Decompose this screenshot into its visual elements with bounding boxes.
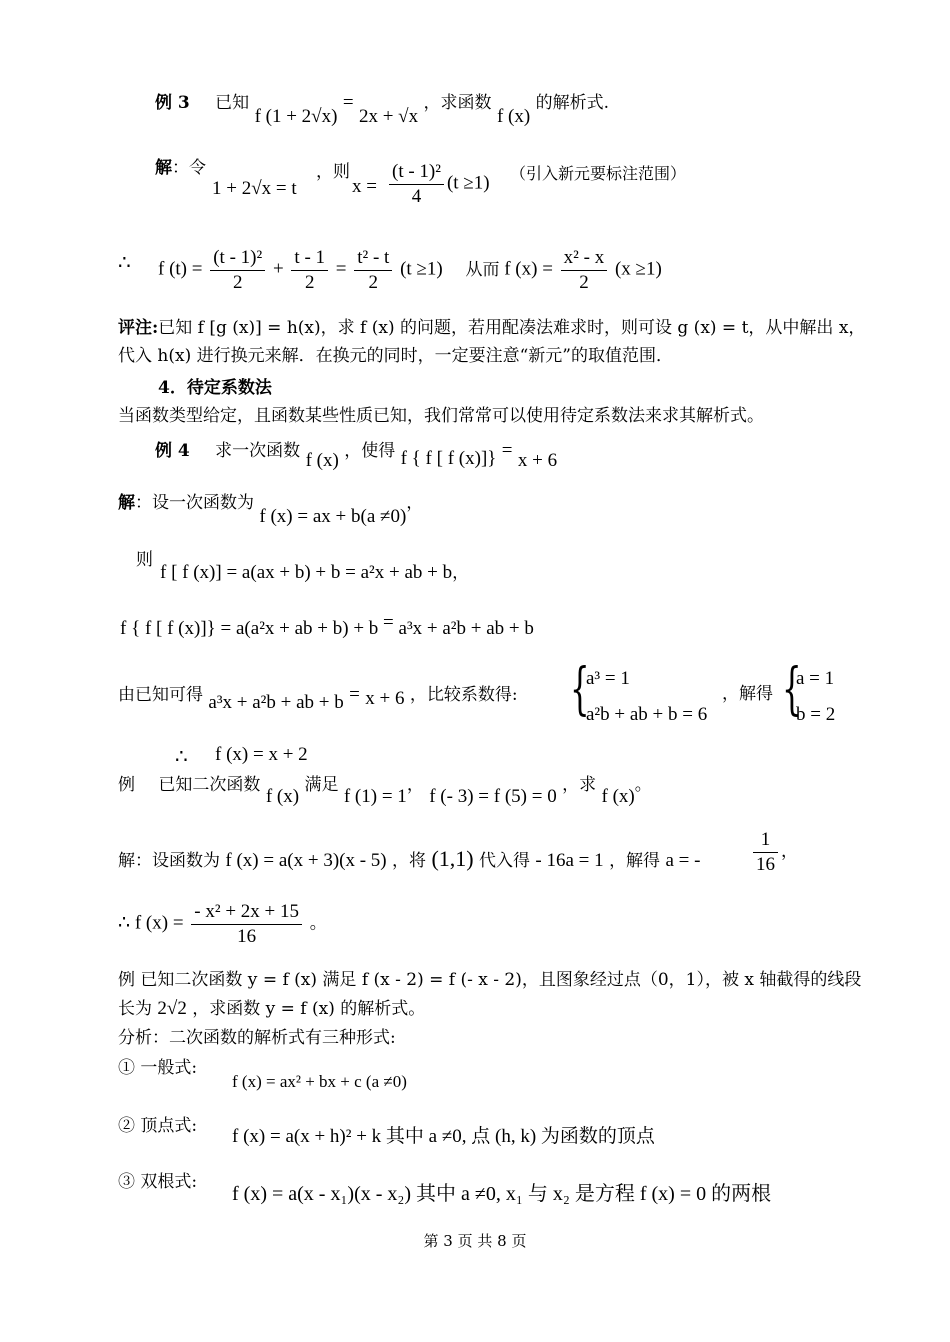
math-expression: f (x) [305, 450, 339, 471]
text: 满足 [304, 775, 339, 795]
solution-3-line [155, 158, 206, 178]
equals-sign: = [349, 684, 360, 705]
math-expression: x + 6 [365, 688, 405, 709]
math-expression: f (x) = [134, 912, 184, 934]
text: 则 [136, 550, 153, 570]
fraction-numerator: 1 [753, 828, 778, 853]
form-2-label: ② 顶点式: [118, 1116, 198, 1136]
text: 的解析式. [535, 93, 609, 113]
math-expression: (x ≥1) [614, 258, 662, 280]
fraction-denominator: 16 [756, 853, 775, 875]
plus-sign: + [272, 258, 284, 280]
equals-sign: = [342, 92, 354, 113]
fraction-numerator: t - 1 [291, 246, 328, 271]
text: ， [452, 563, 470, 583]
fraction-numerator: - x² + 2x + 15 [191, 900, 302, 925]
example-label: 例 3 [155, 93, 190, 113]
math-expression: f (x) = x + 2 [215, 744, 308, 765]
fraction-denominator: 2 [368, 271, 379, 293]
fraction-numerator: (t - 1)² [210, 246, 265, 271]
text: 求一次函数 [215, 441, 301, 461]
text: 从而 [465, 259, 500, 280]
math-expression: - 16a = 1 [535, 850, 604, 871]
math-expression: f { f [ f (x)]} = a(a²x + ab + b) + b [120, 618, 379, 639]
text: ，求函数 y = f (x) 的解析式。 [192, 999, 426, 1019]
solution-label: 解 [118, 493, 135, 513]
form-1-label: ① 一般式: [118, 1058, 198, 1078]
text: ，则 [316, 162, 350, 182]
text: ：令 [172, 158, 206, 178]
equals-sign: = [335, 258, 347, 280]
system-equation-1: a³ = 1 [586, 668, 630, 689]
result-b: b = 2 [796, 704, 836, 725]
text: 解：设函数为 [118, 851, 220, 871]
fraction-denominator: 2 [304, 271, 315, 293]
text: ， [781, 841, 798, 862]
text: ，将 [392, 851, 427, 871]
math-expression: f (x) [265, 786, 300, 807]
math-expression: (t ≥1) [400, 258, 443, 280]
example-6-line-2 [118, 998, 425, 1021]
math-expression: 2√2 [157, 998, 187, 1019]
text: 已知 f [g (x)] = h(x)，求 f (x) 的问题，若用配凑法难求时，则可设 g (x) = t，从中解出 x， [158, 318, 866, 338]
math-expression: f [ f (x)] = a(ax + b) + b = a²x + ab + b [160, 562, 453, 583]
fraction [750, 828, 798, 877]
point: (1,1) [431, 846, 474, 871]
text: 。 [309, 913, 327, 934]
text: ，使得 [344, 441, 396, 461]
fraction-denominator: 2 [579, 271, 589, 293]
text: 已知 [215, 93, 250, 113]
analysis-title: 分析：二次函数的解析式有三种形式: [118, 1028, 396, 1048]
math-expression: f (x) = [504, 258, 553, 280]
text: 长为 [118, 999, 152, 1019]
math-expression: f (x) [601, 786, 635, 807]
fraction-denominator: 4 [411, 185, 422, 207]
text: ：设一次函数为 [135, 493, 254, 513]
solution-5-line [118, 846, 700, 873]
fraction-numerator: (t - 1)² [389, 160, 444, 185]
example-5-line: 例 已知二次函数 f (x) 满足 f (1) = 1， f (- 3) = f (5) = 0 ，求 f (x)。 [118, 775, 652, 807]
text: 代入得 [479, 851, 531, 871]
section-intro: 当函数类型给定，且函数某些性质已知，我们常常可以使用待定系数法来求其解析式。 [118, 406, 764, 426]
math-expression: f { f [ f (x)]} [400, 448, 497, 469]
therefore-symbol: ∴ [118, 912, 131, 934]
text: ，解得 [609, 851, 661, 871]
example-6-line-1: 例 已知二次函数 y = f (x) 满足 f (x - 2) = f (- x - 2)，且图象经过点（0，1），被 x 轴截得的线段 [118, 970, 862, 990]
math-expression: f (x) = a(x + 3)(x - 5) [225, 850, 387, 871]
example-label: 例 4 [155, 441, 190, 461]
fraction-numerator: x² - x [561, 246, 608, 271]
text: ，求 [562, 775, 597, 795]
math-expression: a³x + a²b + ab + b [208, 692, 344, 713]
form-3-label: ③ 双根式: [118, 1172, 198, 1192]
equals-sign: = [383, 612, 394, 633]
fraction-denominator: 2 [232, 271, 243, 293]
solution-4-line [118, 492, 424, 527]
math-expression: f (x) = ax + b(a ≠0) [259, 506, 407, 527]
math-expression: a³x + a²b + ab + b [398, 618, 534, 639]
example-4-line [155, 440, 558, 471]
form-1-expression: f (x) = ax² + bx + c (a ≠0) [232, 1072, 407, 1091]
system-equation-2: a²b + ab + b = 6 [586, 704, 708, 725]
left-brace-icon: { [782, 657, 802, 722]
comment-label: 评注: [118, 318, 159, 338]
comment-line-2: 代入 h(x) 进行换元来解．在换元的同时，一定要注意“新元”的取值范围． [118, 346, 673, 366]
text: ，解得 [722, 684, 773, 704]
math-expression: 1 + 2√x = t [212, 178, 297, 199]
compare-line [118, 684, 518, 713]
text: 已知二次函数 [158, 775, 261, 795]
page-footer: 第 3 页 共 8 页 [423, 1232, 527, 1250]
math-line [120, 612, 534, 641]
comment-line-1 [118, 318, 865, 338]
math-expression: x = [352, 176, 377, 197]
section-title: 4．待定系数法 [158, 378, 272, 398]
math-expression: f (1 + 2√x) [254, 106, 338, 127]
fraction-denominator: 16 [237, 925, 257, 947]
text: 。 [634, 775, 652, 795]
text: ，比较系数得: [409, 685, 518, 705]
math-expression: f (- 3) = f (5) = 0 [429, 786, 557, 807]
math-line [158, 246, 662, 295]
math-expression: x + 6 [517, 450, 558, 471]
math-line [118, 900, 327, 949]
example-3-line [155, 92, 609, 127]
math-expression: f (x) [496, 106, 531, 127]
solution-label: 解 [155, 158, 172, 178]
therefore-symbol: ∴ [175, 744, 188, 768]
math-expression: (t ≥1) [446, 172, 490, 194]
math-expression: a = - [665, 850, 701, 871]
equals-sign: = [501, 440, 513, 461]
math-expression: f (1) = 1 [343, 786, 407, 807]
example-label: 例 [118, 775, 135, 795]
therefore-symbol: ∴ [118, 250, 131, 274]
form-3-expression: f (x) = a(x - x₁)(x - x₂) 其中 a ≠0, x₁ 与 x₂ 是方程 f (x) = 0 的两根 [232, 1183, 772, 1205]
form-2-expression: f (x) = a(x + h)² + k 其中 a ≠0, 点 (h, k) 为函数的顶点 [232, 1126, 655, 1147]
math-line [160, 562, 469, 585]
note: （引入新元要标注范围） [510, 164, 687, 183]
fraction [386, 160, 490, 209]
math-expression: 2x + √x [358, 106, 419, 127]
text: ，求函数 [423, 93, 492, 113]
result-a: a = 1 [796, 668, 835, 689]
fraction-numerator: t² - t [354, 246, 392, 271]
math-expression: f (t) = [158, 258, 203, 280]
text: ， [406, 493, 424, 513]
text: 由已知可得 [118, 685, 203, 705]
left-brace-icon: { [570, 657, 590, 722]
